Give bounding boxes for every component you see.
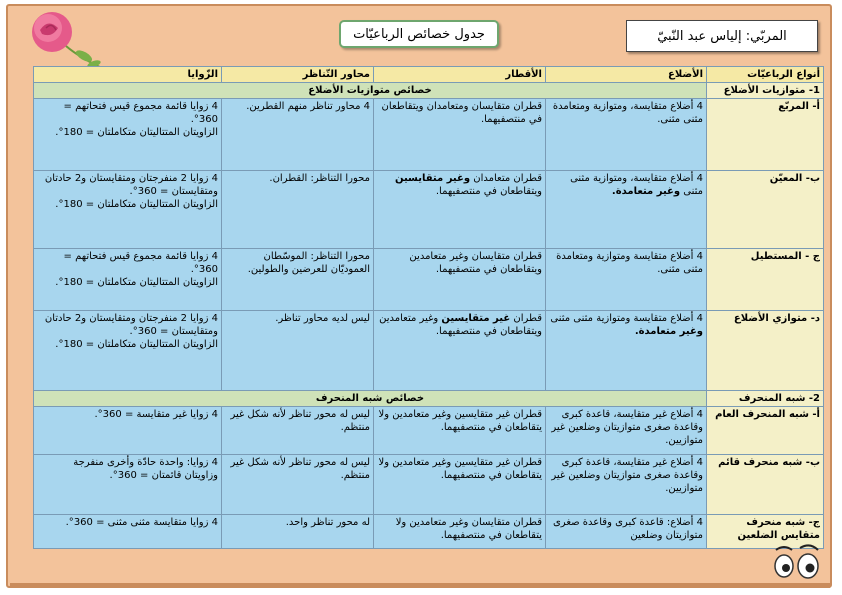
section-name: 1- متوازيات الأضلاع <box>707 83 824 99</box>
diagonals-cell: قطران متقايسان وغير متعامدين ويتقاطعان في منتصفيهما. <box>374 249 546 311</box>
diag-text: قطران <box>510 313 542 324</box>
header-axes: محاور التّناظر <box>222 67 374 83</box>
type-cell: د- متوازي الأضلاع <box>707 311 824 391</box>
teacher-label: المربّي: إلياس عبد النّبيّ <box>626 20 818 52</box>
sides-emphasis: وغير متعامدة. <box>634 326 703 337</box>
rose-image <box>18 8 108 72</box>
header-sides: الأضلاع <box>546 67 707 83</box>
table-row <box>34 407 824 455</box>
table-row <box>34 99 824 171</box>
axes-cell: ليس لديه محاور تناظر. <box>222 311 374 391</box>
diagonals-cell <box>374 171 546 249</box>
section-label: خصائص متوازيات الأضلاع <box>34 83 707 99</box>
diag-emphasis: غير متقايسين <box>441 313 511 324</box>
sides-cell: 4 أضلاع متقايسة ومتوازية ومتعامدة مثنى مثنى. <box>546 249 707 311</box>
angles-line: الزاويتان المتتاليتان متكاملتان = 180°. <box>55 339 218 350</box>
angles-cell <box>34 249 222 311</box>
sides-text: 4 أضلاع متقايسة، ومتوازية مثنى مثنى <box>570 173 703 197</box>
sides-cell: 4 أضلاع متقايسة، ومتوازية ومتعامدة مثنى مثنى. <box>546 99 707 171</box>
angles-line: 4 زوايا 2 منفرجتان ومتقايستان و2 حادتان ومتقايستان = 360°. <box>44 173 218 197</box>
diag-text: وغير متعامدين ويتقاطعان في منتصفيهما. <box>379 313 542 337</box>
type-cell: أ- شبه المنحرف العام <box>707 407 824 455</box>
axes-cell: محورا التناظر: الموسّطان العموديّان للعرضين والطولين. <box>222 249 374 311</box>
axes-cell: محورا التناظر: القطران. <box>222 171 374 249</box>
diagonals-cell <box>374 311 546 391</box>
type-cell: ب- شبه منحرف قائم <box>707 455 824 515</box>
diagonals-cell: قطران غير متقايسين وغير متعامدين ولا يتقاطعان في منتصفيهما. <box>374 455 546 515</box>
bottom-bar <box>10 583 830 588</box>
angles-line: الزاويتان المتتاليتان متكاملتان = 180°. <box>55 127 218 138</box>
angles-line: الزاويتان المتتاليتان متكاملتان = 180°. <box>55 277 218 288</box>
angles-line: 4 زوايا قائمة مجموع قيس فتحاتهم = 360°. <box>63 251 218 275</box>
axes-cell: ليس له محور تناظر لأنه شكل غير منتظم. <box>222 407 374 455</box>
diag-text: قطران متعامدان <box>470 173 542 184</box>
angles-cell: 4 زوايا متقايسة مثنى مثنى = 360°. <box>34 515 222 549</box>
sides-emphasis: وغير متعامدة. <box>611 186 681 197</box>
sides-cell: 4 أضلاع: قاعدة كبرى وقاعدة صغرى متوازيتان وضلعين <box>546 515 707 549</box>
type-cell: ج- شبه منحرف متقايس الضلعين <box>707 515 824 549</box>
sides-cell <box>546 311 707 391</box>
angles-cell <box>34 311 222 391</box>
section-name: 2- شبه المنحرف <box>707 391 824 407</box>
diag-text: ويتقاطعان في منتصفيهما. <box>435 186 542 197</box>
type-cell: أ- المربّع <box>707 99 824 171</box>
angles-cell <box>34 99 222 171</box>
sides-cell: 4 أضلاع غير متقايسة، قاعدة كبرى وقاعدة صغرى متوازيتان وضلعين غير متوازيين. <box>546 455 707 515</box>
axes-cell: ليس له محور تناظر لأنه شكل غير منتظم. <box>222 455 374 515</box>
table-row <box>34 171 824 249</box>
angles-line: 4 زوايا 2 منفرجتان ومتقايستان و2 حادتان ومتقايستان = 360°. <box>44 313 218 337</box>
diag-emphasis: وغير متقايسين <box>394 173 471 184</box>
header-row <box>34 67 824 83</box>
header-types: أنواع الرباعيّات <box>707 67 824 83</box>
diagonals-cell: قطران متقايسان ومتعامدان ويتقاطعان في منتصفيهما. <box>374 99 546 171</box>
type-cell: ب- المعيّن <box>707 171 824 249</box>
angles-line: الزاويتان المتتاليتان متكاملتان = 180°. <box>55 199 218 210</box>
quadrilaterals-table <box>33 66 824 549</box>
table-row <box>34 311 824 391</box>
angles-cell: 4 زوايا غير متقايسة = 360°. <box>34 407 222 455</box>
sides-cell <box>546 171 707 249</box>
page-title: جدول خصائص الرباعيّات <box>339 20 499 48</box>
table-row <box>34 249 824 311</box>
table-row <box>34 455 824 515</box>
diagonals-cell: قطران غير متقايسين وغير متعامدين ولا يتقاطعان في منتصفيهما. <box>374 407 546 455</box>
sides-text: 4 أضلاع متقايسة ومتوازية مثنى مثنى <box>550 313 703 324</box>
diagonals-cell: قطران متقايسان وغير متعامدين ولا يتقاطعان في منتصفيهما. <box>374 515 546 549</box>
axes-cell: له محور تناظر واحد. <box>222 515 374 549</box>
sides-cell: 4 أضلاع غير متقايسة، قاعدة كبرى وقاعدة صغرى متوازيتان وضلعين غير متوازيين. <box>546 407 707 455</box>
section-row <box>34 391 824 407</box>
angles-line: 4 زوايا قائمة مجموع قيس فتحاتهم = 360°. <box>63 101 218 125</box>
section-label: خصائص شبه المنحرف <box>34 391 707 407</box>
axes-cell: 4 محاور تناظر منهم القطرين. <box>222 99 374 171</box>
type-cell: ج - المستطيل <box>707 249 824 311</box>
header-angles: الزّوايا <box>34 67 222 83</box>
angles-cell: 4 زوايا: واحدة حادّة وأخرى منفرجة وزاويتان قائمتان = 360°. <box>34 455 222 515</box>
table-row <box>34 515 824 549</box>
section-row <box>34 83 824 99</box>
header-diagonals: الأقطار <box>374 67 546 83</box>
eyes-icon <box>770 540 822 582</box>
angles-cell <box>34 171 222 249</box>
